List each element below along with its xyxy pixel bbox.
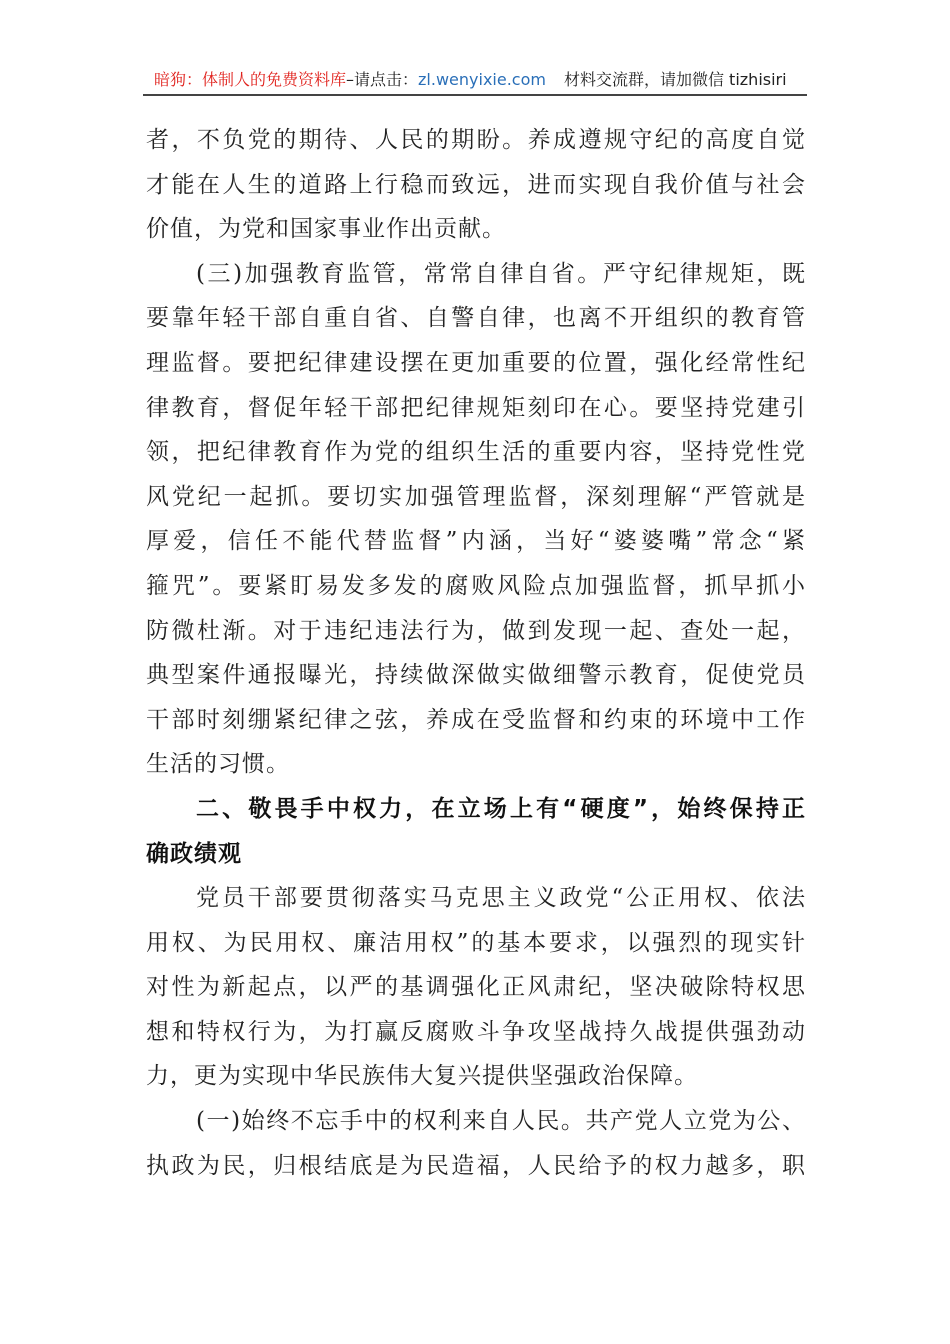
text-line: 价值，为党和国家事业作出贡献。 xyxy=(146,216,506,243)
text-line: 对性为新起点，以严的基调强化正风肃纪，坚决破除特权思 xyxy=(146,974,806,1001)
header-prompt: –请点击： xyxy=(346,70,419,89)
text-line: 律教育，督促年轻干部把纪律规矩刻印在心。要坚持党建引 xyxy=(146,394,806,421)
text-line: 典型案件通报曝光，持续做深做实做细警示教育，促使党员 xyxy=(146,662,806,689)
text-line: 用权、为民用权、廉洁用权”的基本要求，以强烈的现实针 xyxy=(146,929,806,956)
text-line: 想和特权行为，为打赢反腐败斗争攻坚战持久战提供强劲动 xyxy=(146,1018,806,1045)
header-brand: 暗狗：体制人的免费资料库 xyxy=(154,70,347,89)
text-line: 防微杜渐。对于违纪违法行为，做到发现一起、查处一起， xyxy=(146,617,806,644)
page-header xyxy=(146,68,806,92)
text-line: 生活的习惯。 xyxy=(146,751,290,778)
text-line: 干部时刻绷紧纪律之弦，养成在受监督和约束的环境中工作 xyxy=(146,706,806,733)
section-heading-line: 确政绩观 xyxy=(146,840,242,867)
text-line: 理监督。要把纪律建设摆在更加重要的位置，强化经常性纪 xyxy=(146,349,806,376)
text-line: 风党纪一起抓。要切实加强管理监督，深刻理解“严管就是 xyxy=(146,483,806,510)
text-line: 才能在人生的道路上行稳而致远，进而实现自我价值与社会 xyxy=(146,171,806,198)
text-line: 要靠年轻干部自重自省、自警自律，也离不开组织的教育管 xyxy=(146,305,806,332)
document-body xyxy=(146,118,806,1188)
text-line: 力，更为实现中华民族伟大复兴提供坚强政治保障。 xyxy=(146,1063,698,1090)
header-contact: 材料交流群，请加微信 tizhisiri xyxy=(563,70,787,89)
header-link[interactable]: zl.wenyixie.com xyxy=(418,70,546,89)
text-line: 箍咒”。要紧盯易发多发的腐败风险点加强监督，抓早抓小 xyxy=(146,572,806,599)
section-heading-line: 二、敬畏手中权力，在立场上有“硬度”，始终保持正 xyxy=(196,795,806,822)
text-line: 领，把纪律教育作为党的组织生活的重要内容，坚持党性党 xyxy=(146,439,806,466)
text-line: (三)加强教育监管，常常自律自省。严守纪律规矩，既 xyxy=(196,260,806,287)
text-line: 执政为民，归根结底是为民造福，人民给予的权力越多，职 xyxy=(146,1152,806,1179)
text-line: 党员干部要贯彻落实马克思主义政党“公正用权、依法 xyxy=(196,885,806,912)
text-line: 者，不负党的期待、人民的期盼。养成遵规守纪的高度自觉 xyxy=(146,127,806,153)
header-divider xyxy=(143,94,807,96)
text-line: 厚爱，信任不能代替监督”内涵，当好“婆婆嘴”常念“紧 xyxy=(146,528,806,555)
text-line: (一)始终不忘手中的权利来自人民。共产党人立党为公、 xyxy=(196,1108,806,1135)
